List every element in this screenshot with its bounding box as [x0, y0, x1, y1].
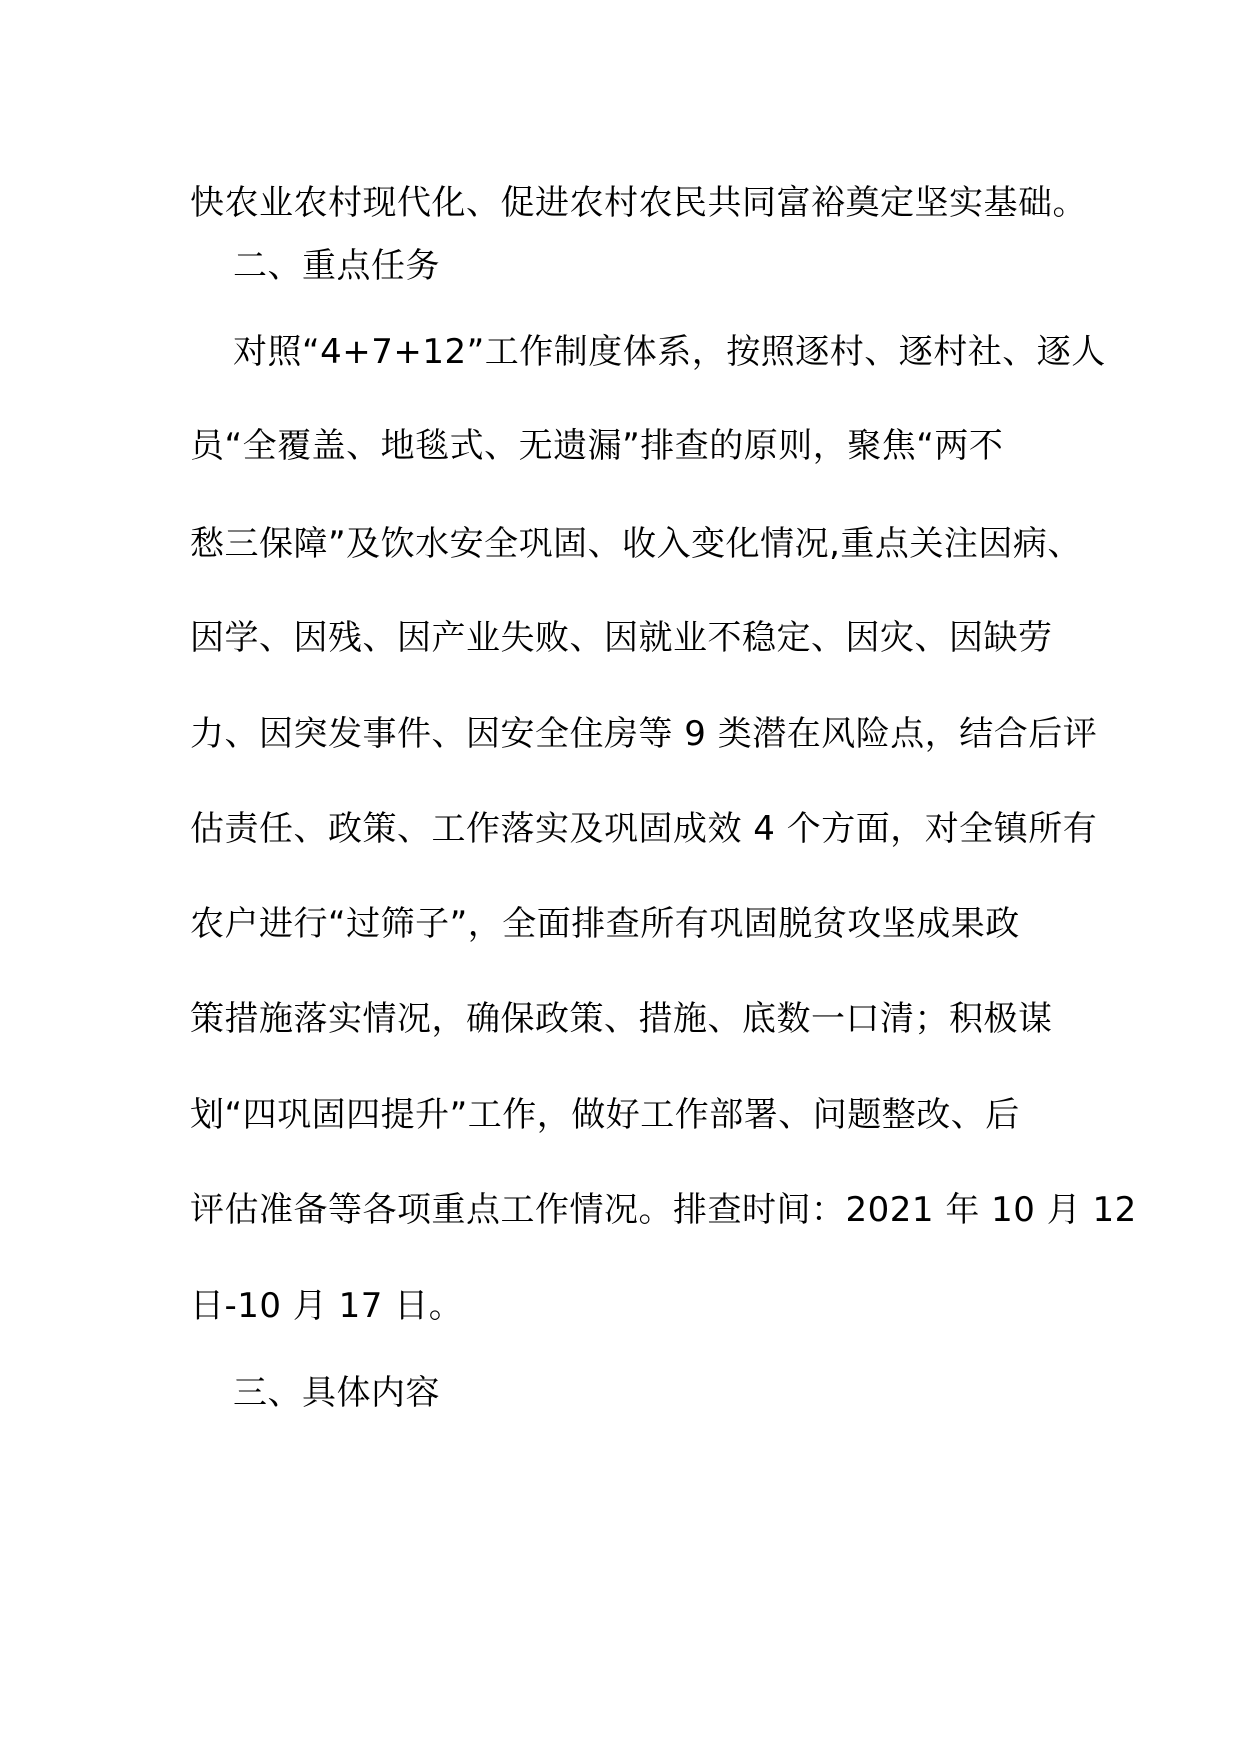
paragraph-line: 愁三保障”及饮水安全巩固、收入变化情况,重点关注因病、 — [190, 524, 1082, 564]
paragraph-line: 力、因突发事件、因安全住房等 9 类潜在风险点，结合后评 — [190, 714, 1098, 754]
paragraph-line: 日-10 月 17 日。 — [190, 1286, 464, 1326]
paragraph-line: 策措施落实情况，确保政策、措施、底数一口清；积极谋 — [190, 999, 1053, 1039]
paragraph-line: 划“四巩固四提升”工作，做好工作部署、问题整改、后 — [190, 1095, 1020, 1135]
paragraph-line: 农户进行“过筛子”，全面排查所有巩固脱贫攻坚成果政 — [190, 904, 1020, 944]
section-heading: 三、具体内容 — [233, 1373, 440, 1413]
paragraph-line: 评估准备等各项重点工作情况。排查时间：2021 年 10 月 12 — [190, 1190, 1137, 1230]
paragraph-line: 员“全覆盖、地毯式、无遗漏”排查的原则，聚焦“两不 — [190, 426, 1004, 466]
paragraph-line: 因学、因残、因产业失败、因就业不稳定、因灾、因缺劳 — [190, 618, 1053, 658]
paragraph-line: 快农业农村现代化、促进农村农民共同富裕奠定坚实基础。 — [190, 183, 1087, 223]
paragraph-line: 对照“4+7+12”工作制度体系，按照逐村、逐村社、逐人 — [233, 332, 1106, 372]
section-heading: 二、重点任务 — [233, 246, 440, 286]
paragraph-line: 估责任、政策、工作落实及巩固成效 4 个方面，对全镇所有 — [190, 809, 1098, 849]
